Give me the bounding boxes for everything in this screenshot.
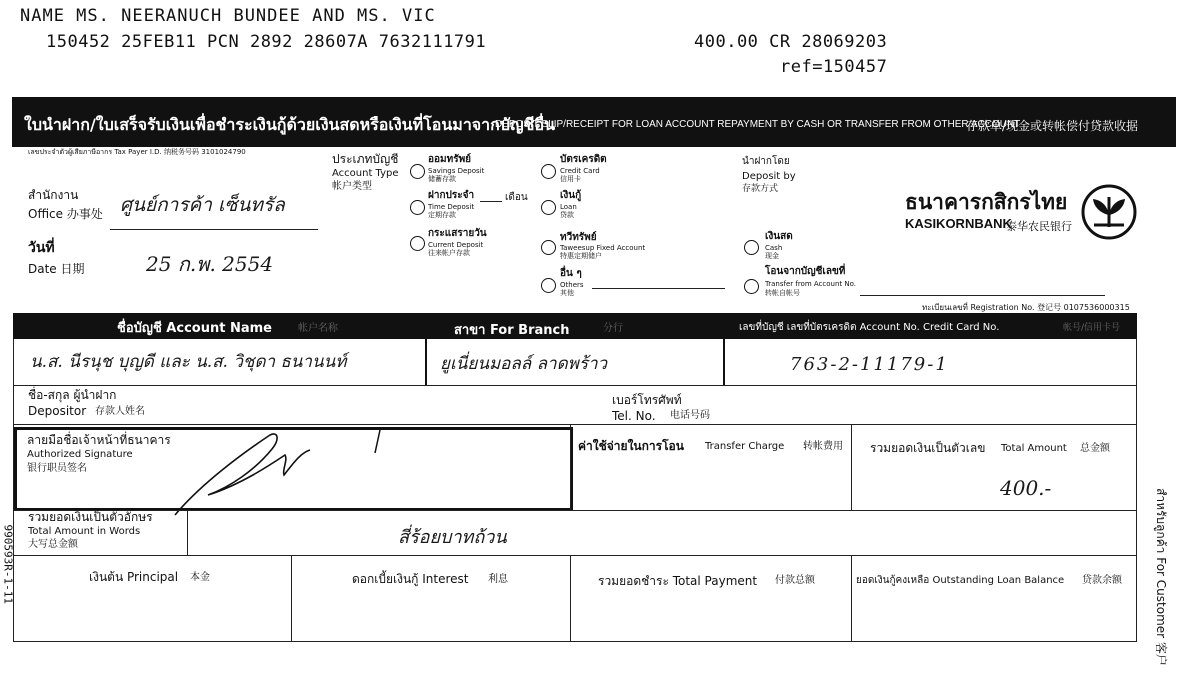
transfer-charge-thai: ค่าใช้จ่ายในการโอน — [578, 439, 684, 453]
signature-label: Authorized Signature — [27, 449, 133, 460]
radio-current[interactable] — [410, 236, 425, 251]
deposit-by-thai-label: นำฝากโดย — [742, 156, 790, 167]
transfer-charge-label: Transfer Charge — [705, 441, 785, 452]
opt-cash-thai: เงินสด — [765, 231, 793, 242]
printed-ref: ref=150457 — [780, 57, 888, 77]
principal-label: เงินต้น Principal — [89, 570, 179, 584]
radio-credit-card[interactable] — [541, 164, 556, 179]
words-label: Total Amount in Words — [28, 526, 141, 537]
interest-cn: 利息 — [488, 574, 508, 585]
opt-others-thai: อื่น ๆ — [560, 268, 582, 279]
opt-loan-cn: 贷款 — [560, 211, 574, 219]
col-branch-header: สาขา For Branch — [454, 323, 570, 338]
total-amount-value[interactable]: 400.- — [1000, 476, 1052, 500]
account-no-value[interactable]: 763-2-11179-1 — [790, 354, 949, 375]
account-type-cn-label: 帐户类型 — [332, 181, 372, 192]
col-account-name-header: ชื่อบัญชี Account Name — [117, 321, 272, 336]
opt-others-en: Others — [560, 281, 584, 289]
opt-taweesup-en: Taweesup Fixed Account — [560, 244, 646, 252]
tel-label: Tel. No. — [612, 409, 656, 423]
office-label: Office 办事处 — [28, 207, 103, 221]
opt-credit-en: Credit Card — [560, 167, 600, 175]
date-label: Date 日期 — [28, 262, 85, 276]
opt-credit-cn: 信用卡 — [560, 175, 581, 183]
opt-loan-thai: เงินกู้ — [560, 190, 582, 201]
opt-current-thai: กระแสรายวัน — [428, 228, 487, 239]
signature-cn-label: 银行职员签名 — [27, 463, 87, 474]
opt-transfer-cn: 转帐自帐号 — [765, 289, 800, 297]
opt-credit-thai: บัตรเครดิต — [560, 154, 607, 165]
col-branch-cn: 分行 — [603, 323, 623, 334]
opt-cash-en: Cash — [765, 244, 783, 252]
opt-current-cn: 往来帐户存款 — [428, 249, 470, 257]
depositor-label: Depositor — [28, 404, 87, 418]
radio-taweesup[interactable] — [541, 240, 556, 255]
opt-time-thai: ฝากประจำ — [428, 190, 475, 201]
form-code-label: 990593R-1-11 — [1, 524, 15, 604]
col-account-no-header: เลขที่บัญชี เลขที่บัตรเครดิต Account No. Credit Card No. — [739, 322, 1000, 333]
deposit-by-label: Deposit by — [742, 171, 796, 182]
opt-time-cn: 定期存款 — [428, 211, 456, 219]
radio-others[interactable] — [541, 278, 556, 293]
opt-savings-cn: 储蓄存款 — [428, 175, 456, 183]
col-account-no-cn: 帐号/信用卡号 — [1063, 323, 1121, 333]
outstanding-cn: 贷款余额 — [1082, 575, 1122, 586]
opt-loan-en: Loan — [560, 203, 577, 211]
transfer-charge-cn: 转帐费用 — [803, 441, 843, 452]
date-value[interactable]: 25 ก.พ. 2554 — [146, 252, 274, 276]
outstanding-label: ยอดเงินกู้คงเหลือ Outstanding Loan Balance — [856, 575, 1065, 586]
account-table-header — [13, 313, 1137, 339]
opt-transfer-thai: โอนจากบัญชีเลขที่ — [765, 266, 846, 277]
total-amount-label: Total Amount — [1001, 443, 1067, 454]
total-amount-cn: 总金额 — [1080, 443, 1110, 454]
header-bar — [12, 97, 1176, 147]
depositor-cn-label: 存款人姓名 — [95, 406, 145, 417]
printed-amount: 400.00 CR 28069203 — [694, 32, 888, 52]
bank-chinese-name: 泰华农民银行 — [1006, 220, 1072, 233]
signature-thai-label: ลายมือชื่อเจ้าหน้าที่ธนาคาร — [27, 433, 171, 447]
header-english-title: DEPOSIT SLIP/RECEIPT FOR LOAN ACCOUNT REPAYMENT BY CASH OR TRANSFER FROM OTHER ACCOUNT — [495, 119, 1021, 130]
bank-english-name: KASIKORNBANK — [905, 216, 1012, 231]
header-chinese-title: 存款单/现金或转帐偿付贷款收据 — [966, 119, 1139, 133]
tel-cn-label: 电话号码 — [670, 410, 710, 421]
words-cn-label: 大写总金额 — [28, 539, 78, 550]
for-customer-label: สำหรับลูกค้า For Customer 客户 — [1154, 488, 1168, 666]
printed-name-line: NAME MS. NEERANUCH BUNDEE AND MS. VIC — [20, 6, 436, 26]
total-payment-label: รวมยอดชำระ Total Payment — [598, 574, 758, 588]
kasikorn-logo-icon — [1080, 183, 1138, 241]
opt-cash-cn: 现金 — [765, 252, 779, 260]
col-account-name-cn: 帐户名称 — [298, 323, 338, 334]
account-type-thai-label: ประเภทบัญชี — [332, 152, 399, 166]
opt-time-en: Time Deposit — [428, 203, 475, 211]
opt-taweesup-thai: ทวีทรัพย์ — [560, 232, 597, 243]
words-thai-label: รวมยอดเงินเป็นตัวอักษร — [28, 510, 153, 524]
deposit-by-cn-label: 存款方式 — [742, 184, 779, 194]
interest-label: ดอกเบี้ยเงินกู้ Interest — [352, 572, 469, 586]
date-thai-label: วันที่ — [28, 240, 55, 256]
opt-others-cn: 其他 — [560, 289, 574, 297]
opt-taweesup-cn: 特惠定期储户 — [560, 252, 602, 260]
radio-transfer[interactable] — [744, 279, 759, 294]
tel-thai-label: เบอร์โทรศัพท์ — [612, 393, 682, 407]
total-amount-thai: รวมยอดเงินเป็นตัวเลข — [870, 441, 986, 455]
opt-time-suffix: เดือน — [505, 192, 528, 203]
radio-cash[interactable] — [744, 240, 759, 255]
radio-time-deposit[interactable] — [410, 200, 425, 215]
account-name-value[interactable]: น.ส. นีรนุช บุญดี และ น.ส. วิชุดา ธนานนท์ — [30, 352, 347, 372]
opt-current-en: Current Deposit — [428, 241, 484, 249]
opt-savings-en: Savings Deposit — [428, 167, 485, 175]
principal-cn: 本金 — [190, 572, 210, 583]
opt-transfer-en: Transfer from Account No. — [765, 280, 856, 288]
total-payment-cn: 付款总额 — [775, 575, 815, 586]
office-value[interactable]: ศูนย์การค้า เซ็นทรัล — [120, 194, 285, 216]
office-thai-label: สำนักงาน — [28, 188, 79, 202]
branch-value[interactable]: ยูเนี่ยนมอลล์ ลาดพร้าว — [440, 354, 608, 374]
registration-no: ทะเบียนเลขที่ Registration No. 登记号 0107536000315 — [922, 303, 1130, 312]
radio-loan[interactable] — [541, 200, 556, 215]
account-type-label: Account Type — [332, 168, 399, 179]
printed-transaction-line: 150452 25FEB11 PCN 2892 28607A 7632111791 — [46, 32, 487, 52]
header-thai-title: ใบนำฝาก/ใบเสร็จรับเงินเพื่อชำระเงินกู้ด้วยเงินสดหรือเงินที่โอนมาจากบัญชีอื่น — [24, 115, 556, 134]
bank-thai-name: ธนาคารกสิกรไทย — [905, 190, 1068, 214]
radio-savings[interactable] — [410, 164, 425, 179]
opt-savings-thai: ออมทรัพย์ — [428, 154, 472, 165]
depositor-thai-label: ชื่อ-สกุล ผู้นำฝาก — [28, 388, 117, 402]
words-value[interactable]: สี่ร้อยบาทถ้วน — [398, 527, 507, 548]
taxpayer-id: เลขประจำตัวผู้เสียภาษีอากร Tax Payer I.D. 纳税务号码 3101024790 — [28, 148, 246, 156]
